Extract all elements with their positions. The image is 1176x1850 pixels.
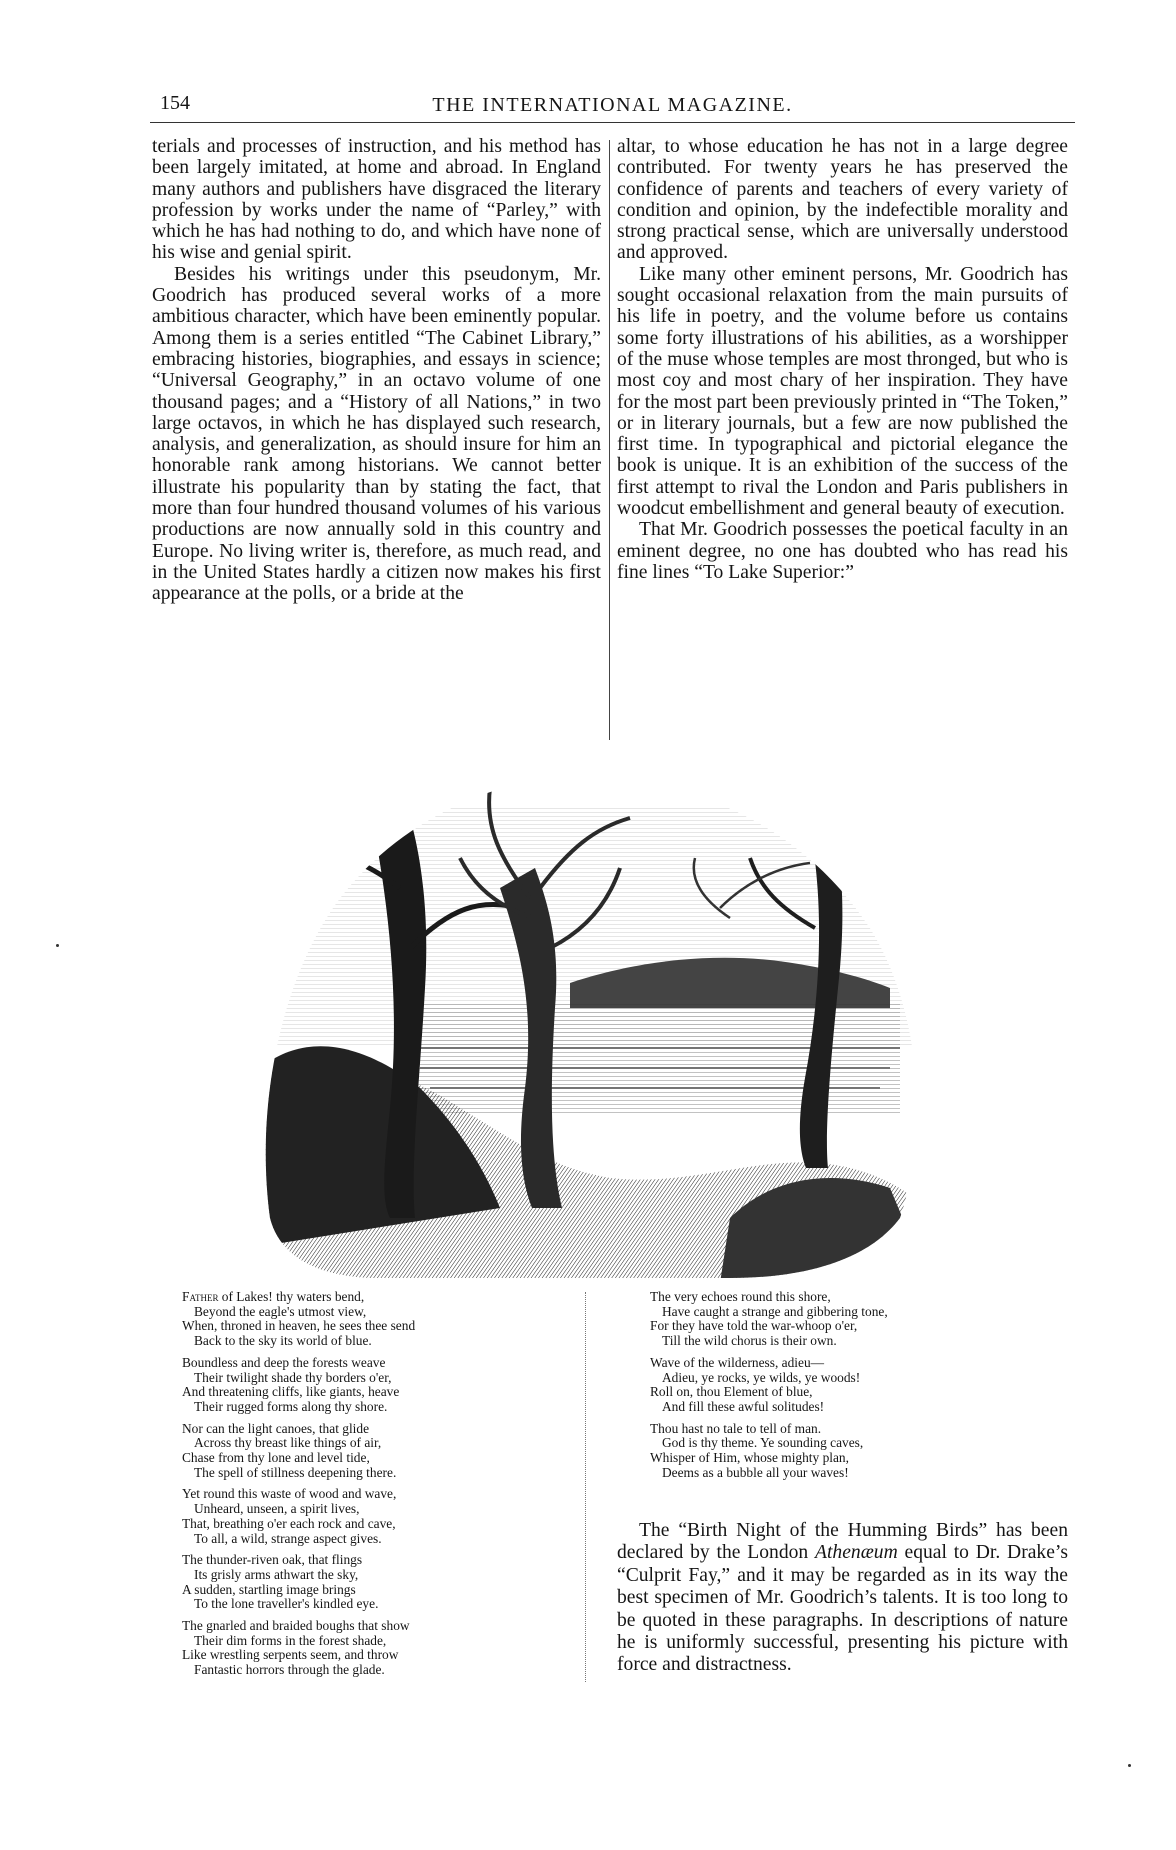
poem-line: God is thy theme. Ye sounding caves, [662, 1435, 864, 1451]
poem-line: Thou hast no tale to tell of man. [650, 1420, 822, 1436]
poem-line: Like wrestling serpents seem, and throw [182, 1647, 399, 1663]
poem-line: Adieu, ye rocks, ye wilds, ye woods! [662, 1369, 861, 1385]
poem-line: Roll on, thou Element of blue, [650, 1384, 813, 1400]
poem-stanza [182, 1553, 602, 1612]
poem-stanza [650, 1422, 1070, 1481]
poem-stanza [650, 1356, 1070, 1415]
poem-line: Wave of the wilderness, adieu— [650, 1354, 825, 1370]
poem-stanza [182, 1619, 602, 1678]
poem-line: And threatening cliffs, like giants, heave [182, 1384, 400, 1400]
athenaeum-title: Athenæum [815, 1542, 898, 1564]
poem-line: Across thy breast like things of air, [194, 1435, 382, 1451]
poem-line: Have caught a strange and gibbering tone, [662, 1303, 888, 1319]
poem-divider [585, 1292, 587, 1682]
running-head: THE INTERNATIONAL MAGAZINE. [432, 94, 793, 116]
margin-speck [56, 944, 59, 947]
poem-line: Till the wild chorus is their own. [662, 1333, 837, 1349]
closing-paragraph [617, 1520, 1068, 1677]
poem-line: Nor can the light canoes, that glide [182, 1420, 370, 1436]
poem-line: Chase from thy lone and level tide, [182, 1450, 370, 1466]
poem-right-column [650, 1290, 1070, 1487]
poem-line: The thunder-riven oak, that flings [182, 1552, 363, 1568]
poem-left-column [182, 1290, 602, 1685]
closing-text-end: equal to Dr. Drake’s “Culprit Fay,” and it may be regarded as in its way the best specimen of Mr. Goodrich’s talents. It is too long to be quoted in these paragraphs. In descriptions of nature he is uniformly successful, presenting his picture with force and distractness. [617, 1542, 1068, 1676]
poem-line: The spell of stillness deepening there. [194, 1464, 397, 1480]
poem-line: Whisper of Him, whose mighty plan, [650, 1450, 849, 1466]
lake-superior-engraving [250, 748, 930, 1283]
right-paragraph-1: altar, to whose education he has not in a large degree contributed. For twenty years he has preserved the confidence of parents and teachers of every variety of condition and opinion, by the indefectible morality and strong practical sense, which are universally understood and approved. [617, 136, 1068, 264]
right-column [617, 136, 1068, 583]
poem-line: Their twilight shade thy borders o'er, [194, 1369, 392, 1385]
poem-line: Back to the sky its world of blue. [194, 1333, 372, 1349]
poem-line: To the lone traveller's kindled eye. [194, 1596, 379, 1612]
left-paragraph-2: Besides his writings under this pseudonym, Mr. Goodrich has produced several works of a more ambitious character, which have been eminently popular. Among them is a series entitled “The Cabinet Library,” embracing histories, biographies, and essays in science; “Universal Geography,” in an octavo volume of one thousand pages; and a “History of all Nations,” in two large octavos, in which he has displayed such research, analysis, and generalization, as should insure for him an honorable rank among historians. We cannot better illustrate his popularity than by stating the fact, that more than four hundred thousand volumes of his various productions are now annually sold in this country and Europe. No living writer is, therefore, as much read, and in the United States hardly a citizen now makes his first appearance at the polls, or a bride at the [152, 263, 601, 605]
poem-line: Their rugged forms along thy shore. [194, 1398, 388, 1414]
poem-line: And fill these awful solitudes! [662, 1398, 825, 1414]
margin-speck [1128, 1764, 1131, 1767]
poem-line: Fantastic horrors through the glade. [194, 1662, 385, 1678]
poem-line: Its grisly arms athwart the sky, [194, 1566, 359, 1582]
poem-stanza [182, 1487, 602, 1546]
right-paragraph-3: That Mr. Goodrich possesses the poetical faculty in an eminent degree, no one has doubted who has read his fine lines “To Lake Superior:” [617, 519, 1068, 583]
poem-line: Beyond the eagle's utmost view, [194, 1303, 367, 1319]
poem-stanza [650, 1290, 1070, 1349]
poem-stanza [182, 1422, 602, 1481]
poem-line: That, breathing o'er each rock and cave, [182, 1515, 396, 1531]
poem-line: When, throned in heaven, he sees thee send [182, 1318, 416, 1334]
page-number: 154 [160, 92, 190, 114]
column-divider [609, 140, 610, 740]
poem-line: of Lakes! thy waters bend, [218, 1289, 365, 1304]
poem-stanza [182, 1356, 602, 1415]
poem-first-word: Father [182, 1289, 219, 1304]
right-paragraph-2: Like many other eminent persons, Mr. Goodrich has sought occasional relaxation from the main pursuits of his life in poetry, and the volume before us contains some forty illustrations of his abilities, as a worshipper of the muse whose temples are most thronged, but who is most coy and most chary of her inspiration. They have for the most part been previously printed in “The Token,” or in literary journals, but a few are now published the first time. In typographical and pictorial elegance the book is unique. It is an exhibition of the success of the first attempt to rival the London and Paris publishers in woodcut embellishment and general beauty of execution. [617, 263, 1068, 520]
poem-line: Their dim forms in the forest shade, [194, 1632, 387, 1648]
poem-line: To all, a wild, strange aspect gives. [194, 1530, 382, 1546]
poem-line: A sudden, startling image brings [182, 1581, 356, 1597]
poem-line: For they have told the war-whoop o'er, [650, 1318, 858, 1334]
poem-line: Boundless and deep the forests weave [182, 1354, 386, 1370]
page-header [150, 92, 1075, 123]
left-column [152, 136, 601, 605]
poem-line: The very echoes round this shore, [650, 1289, 831, 1304]
poem-line: Deems as a bubble all your waves! [662, 1464, 849, 1480]
poem-stanza [182, 1290, 602, 1349]
left-paragraph-1: terials and processes of instruction, and his method has been largely imitated, at home and abroad. In England many authors and publishers have disgraced the literary profession by works under the name of “Parley,” with which he has had nothing to do, and which have none of his wise and genial spirit. [152, 136, 601, 264]
poem-line: Yet round this waste of wood and wave, [182, 1486, 397, 1502]
poem-line: Unheard, unseen, a spirit lives, [194, 1501, 360, 1517]
closing-text-start: The “Birth Night of the Humming Birds” has been declared by the London [617, 1520, 1068, 1564]
poem-line: The gnarled and braided boughs that show [182, 1618, 410, 1634]
